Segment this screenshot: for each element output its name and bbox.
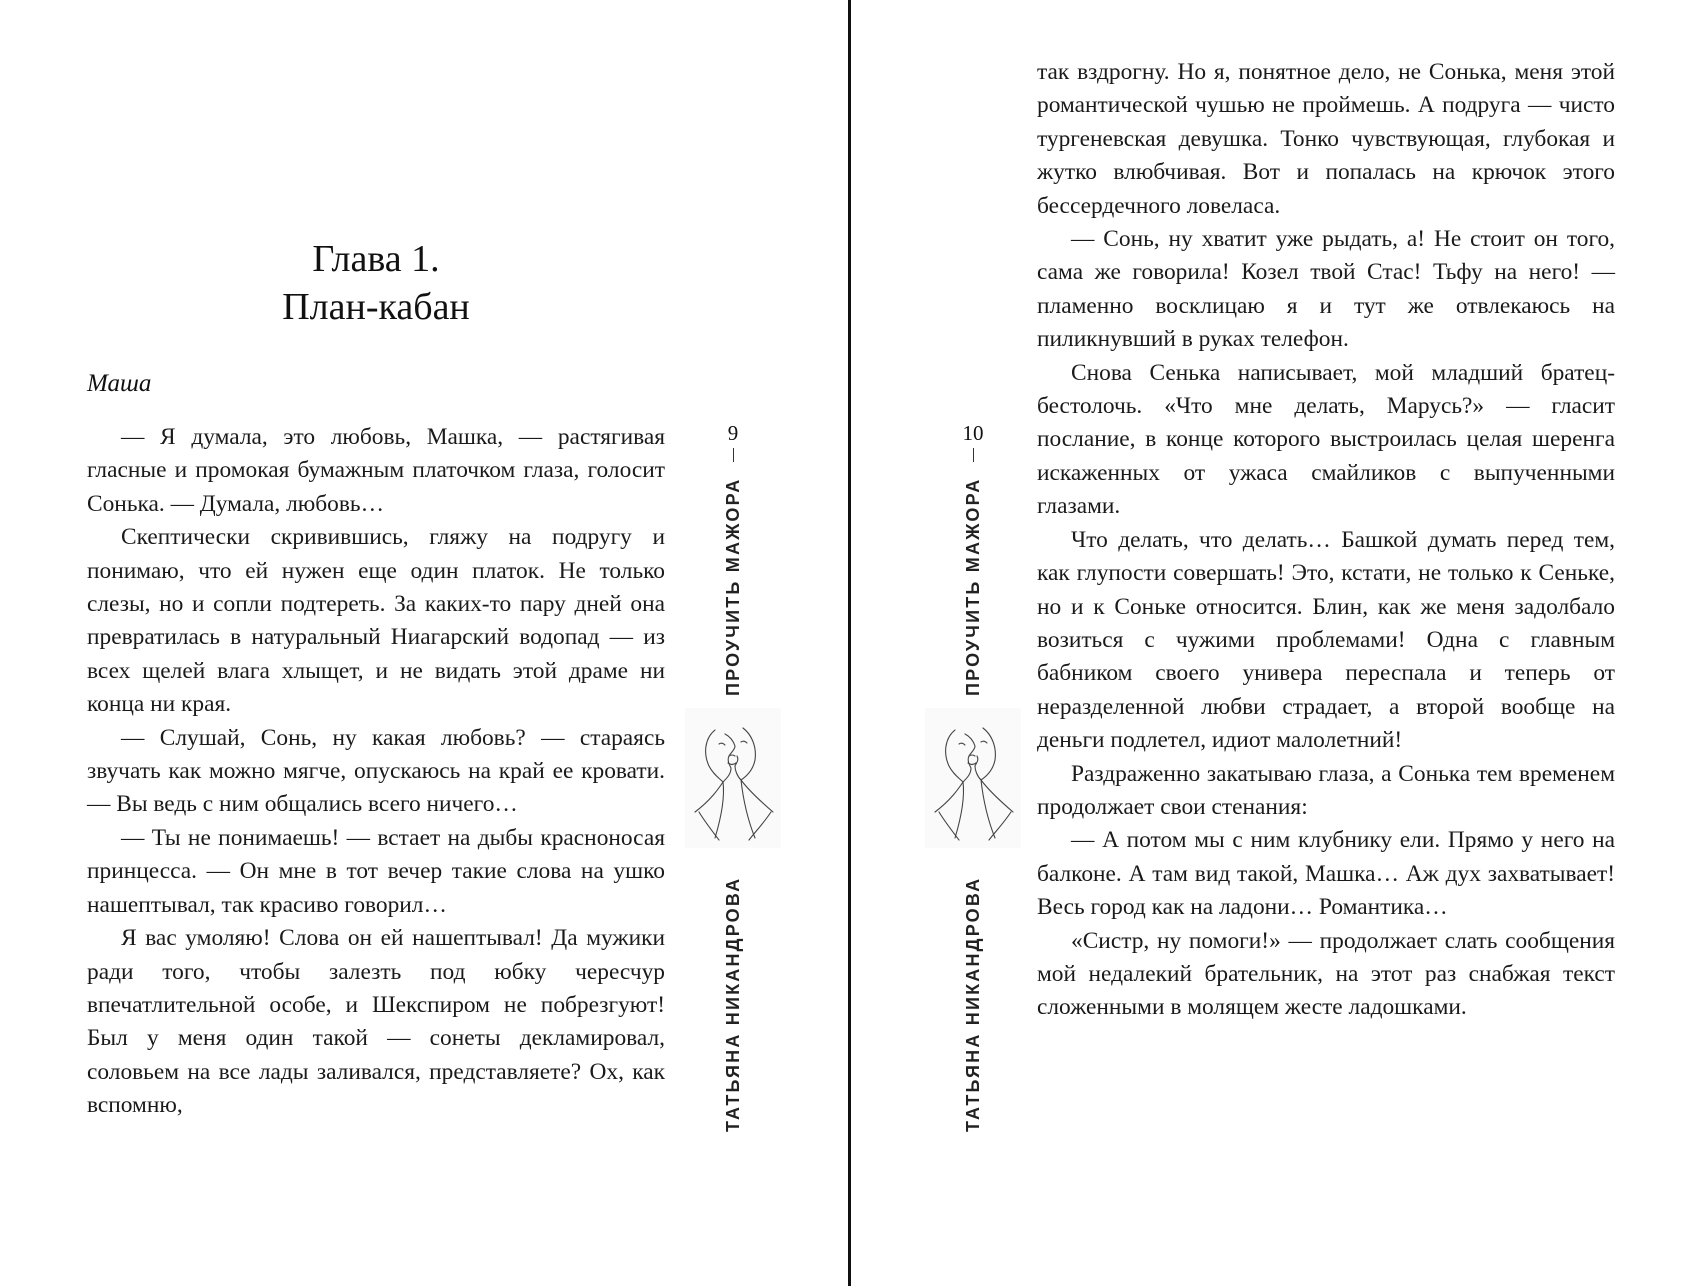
left-running-head [703, 420, 763, 1132]
page-number: 9 [727, 421, 739, 445]
running-book-title: ПРОУЧИТЬ МАЖОРА [722, 477, 743, 696]
paragraph: — А потом мы с ним клубнику ели. Прямо у него на балконе. А там вид такой, Машка… Аж дух захватывает! Весь город как на ладони… Романтика… [1037, 827, 1615, 921]
left-page-text [87, 235, 665, 1123]
paragraph: Снова Сенька написывает, мой младший братец-бестолочь. «Что мне делать, Марусь?» — гласит послание, в конце которого выстроилась целая шеренга искаженных от ужаса смайликов с выпученными глазами. [1037, 359, 1615, 520]
paragraph: — Ты не понимаешь! — встает на дыбы красноносая принцесса. — Он мне в тот вечер такие слова на ушко нашептывал, так красиво говорил… [87, 824, 665, 918]
paragraph: Скептически скривившись, гляжу на подругу и понимаю, что ей нужен еще один платок. Не только слезы, но и сопли подтереть. За каких-то пару дней она превратилась в натуральный Ниагарский водопад — из всех щелей влага хлыщет, и не видать этой драме ни конца ни края. [87, 524, 665, 718]
paragraph: Я вас умоляю! Слова он ей нашептывал! Да мужики ради того, чтобы залезть под юбку чересчур впечатлительной особе, и Шекспиром не побрезгуют! Был у меня один такой — сонеты декламировал, соловьем на все лады заливался, представляете? Ох, как вспомню, [87, 925, 665, 1119]
paragraph: Раздраженно закатываю глаза, а Сонька тем временем продолжает свои стенания: [1037, 760, 1615, 820]
page-number-rule [973, 448, 974, 462]
paragraph: — Слушай, Сонь, ну какая любовь? — стараясь звучать как можно мягче, опускаюсь на край ее кровати. — Вы ведь с ним общались всего ничего… [87, 724, 665, 818]
kissing-couple-line-art-icon [685, 708, 781, 848]
chapter-title: План-кабан [282, 286, 470, 328]
pov-character-name: Маша [87, 370, 152, 397]
chapter-number: Глава 1. [312, 238, 440, 280]
page-gutter-divider [848, 0, 851, 1286]
paragraph: — Сонь, ну хватит уже рыдать, а! Не стоит он того, сама же говорила! Козел твой Стас! Тьфу на него! — пламенно восклицаю я и тут же отвлекаюсь на пиликнувший в руках телефон. [1037, 226, 1615, 353]
chapter-heading [87, 235, 665, 331]
right-page-text [1037, 56, 1615, 1025]
paragraph: «Систр, ну помоги!» — продолжает слать сообщения мой недалекий брательник, на этот раз снабжая текст сложенными в молящем жесте ладошками. [1037, 927, 1615, 1021]
running-author-name: ТАТЬЯНА НИКАНДРОВА [962, 876, 983, 1132]
paragraph: Что делать, что делать… Башкой думать перед тем, как глупости совершать! Это, кстати, не только к Сеньке, но и к Соньке относится. Блин, как же меня задолбало возиться с чужими проблемами! Одна с главным бабником своего универа переспала и теперь от неразделенной любви страдает, а второй вообще на деньги подлетел, идиот малолетний! [1037, 526, 1615, 754]
page-number: 10 [962, 421, 984, 445]
paragraph: — Я думала, это любовь, Машка, — растягивая гласные и промокая бумажным платочком глаза, голосит Сонька. — Думала, любовь… [87, 424, 665, 517]
running-book-title: ПРОУЧИТЬ МАЖОРА [962, 477, 983, 696]
running-author-name: ТАТЬЯНА НИКАНДРОВА [722, 876, 743, 1132]
kissing-couple-line-art-icon [925, 708, 1021, 848]
right-running-head [943, 420, 1003, 1132]
paragraph-continuation: так вздрогну. Но я, понятное дело, не Сонька, меня этой романтической чушью не проймешь. А подруга — чисто тургеневская девушка. Тонко чувствующая, глубокая и жутко влюбчивая. Вот и попалась на крючок этого бессердечного ловеласа. [1037, 59, 1615, 219]
page-number-rule [733, 448, 734, 462]
